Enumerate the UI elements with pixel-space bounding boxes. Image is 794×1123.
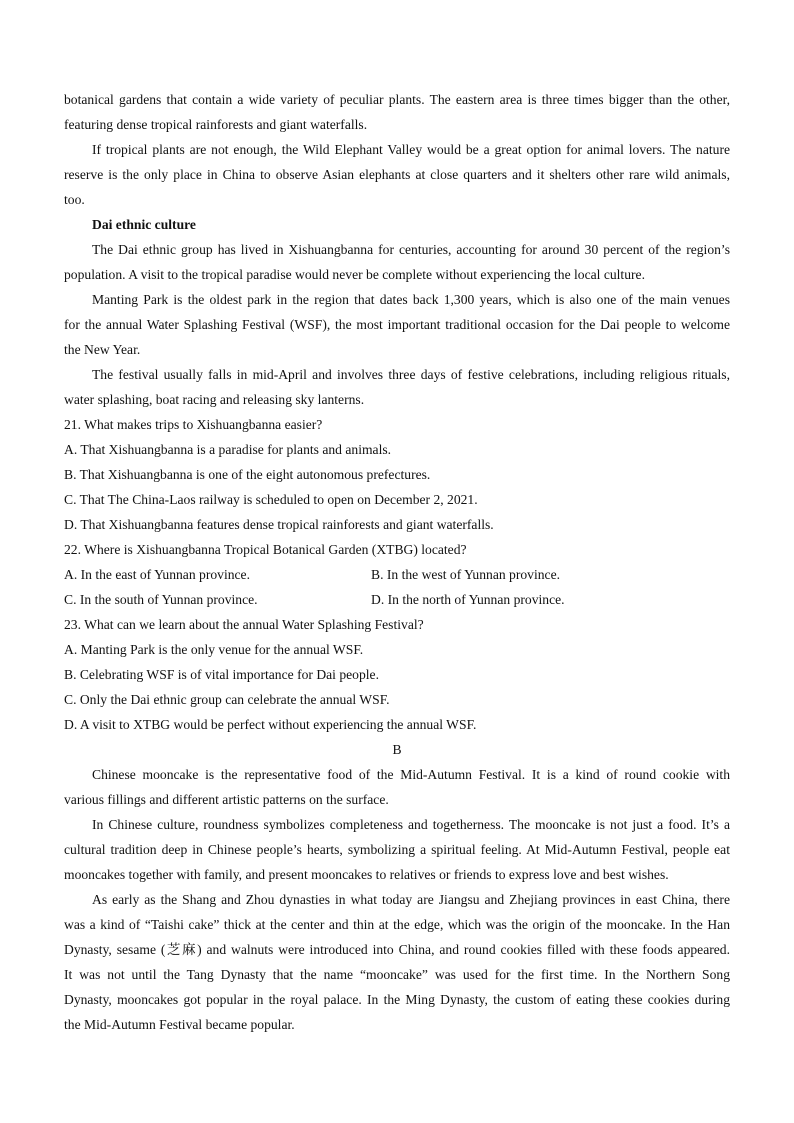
question-22: 22. Where is Xishuangbanna Tropical Botanical Garden (XTBG) located? bbox=[64, 542, 467, 557]
text-line: for the annual Water Splashing Festival (WSF), the most important traditional occasion for the Dai people to welcome bbox=[64, 317, 730, 332]
question-option: A. In the east of Yunnan province. bbox=[64, 567, 250, 582]
text-line: Dynasty, mooncakes got popular in the royal palace. In the Ming Dynasty, the custom of eating these cookies during bbox=[64, 992, 730, 1007]
text-line: reserve is the only place in China to observe Asian elephants at close quarters and it shelters other rare wild animals, bbox=[64, 167, 730, 182]
text-line: too. bbox=[64, 192, 85, 207]
question-option: B. In the west of Yunnan province. bbox=[371, 567, 561, 582]
text-line: was a kind of “Taishi cake” thick at the center and thin at the edge, which was the origin of the mooncake. In the Han bbox=[64, 917, 730, 932]
text-line: various fillings and different artistic patterns on the surface. bbox=[64, 792, 389, 807]
text-line: It was not until the Tang Dynasty that the name “mooncake” was used for the first time. In the Northern Song bbox=[64, 967, 730, 982]
text-line: Chinese mooncake is the representative food of the Mid-Autumn Festival. It is a kind of round cookie with bbox=[92, 767, 730, 782]
question-option: C. In the south of Yunnan province. bbox=[64, 592, 258, 607]
text-line: mooncakes together with family, and present mooncakes to relatives or friends to express love and best wishes. bbox=[64, 867, 669, 882]
passage-label: B bbox=[392, 742, 402, 757]
text-line: population. A visit to the tropical paradise would never be complete without experiencing the local culture. bbox=[64, 267, 645, 282]
option-row bbox=[64, 587, 730, 612]
text-line: featuring dense tropical rainforests and giant waterfalls. bbox=[64, 117, 368, 132]
question-option: A. That Xishuangbanna is a paradise for plants and animals. bbox=[64, 442, 392, 457]
text-line: the Mid-Autumn Festival became popular. bbox=[64, 1017, 295, 1032]
text-line: The Dai ethnic group has lived in Xishuangbanna for centuries, accounting for around 30 percent of the region’s bbox=[92, 242, 730, 257]
document-body bbox=[64, 87, 730, 1037]
option-row bbox=[64, 562, 730, 587]
question-option: D. A visit to XTBG would be perfect without experiencing the annual WSF. bbox=[64, 717, 477, 732]
text-line: the New Year. bbox=[64, 342, 141, 357]
question-23: 23. What can we learn about the annual Water Splashing Festival? bbox=[64, 617, 424, 632]
question-21: 21. What makes trips to Xishuangbanna easier? bbox=[64, 417, 323, 432]
question-option: C. Only the Dai ethnic group can celebrate the annual WSF. bbox=[64, 692, 390, 707]
text-line: If tropical plants are not enough, the Wild Elephant Valley would be a great option for animal lovers. The nature bbox=[92, 142, 730, 157]
text-line: botanical gardens that contain a wide variety of peculiar plants. The eastern area is three times bigger than the other, bbox=[64, 92, 730, 107]
section-heading: Dai ethnic culture bbox=[92, 217, 196, 232]
text-line: water splashing, boat racing and releasing sky lanterns. bbox=[64, 392, 365, 407]
question-option: A. Manting Park is the only venue for the annual WSF. bbox=[64, 642, 364, 657]
text-line: Dynasty, sesame (芝麻) and walnuts were introduced into China, and round cookies filled with these foods appeared. bbox=[64, 942, 730, 957]
question-option: D. That Xishuangbanna features dense tropical rainforests and giant waterfalls. bbox=[64, 517, 494, 532]
question-option: C. That The China-Laos railway is scheduled to open on December 2, 2021. bbox=[64, 492, 478, 507]
text-line: As early as the Shang and Zhou dynasties in what today are Jiangsu and Zhejiang provinces in east China, there bbox=[92, 892, 730, 907]
text-line: Manting Park is the oldest park in the region that dates back 1,300 years, which is also one of the main venues bbox=[92, 292, 730, 307]
text-line: cultural tradition deep in Chinese people’s hearts, symbolizing a spiritual feeling. At Mid-Autumn Festival, people eat bbox=[64, 842, 730, 857]
text-line: In Chinese culture, roundness symbolizes completeness and togetherness. The mooncake is not just a food. It’s a bbox=[92, 817, 730, 832]
question-option: D. In the north of Yunnan province. bbox=[371, 592, 565, 607]
question-option: B. That Xishuangbanna is one of the eight autonomous prefectures. bbox=[64, 467, 431, 482]
question-option: B. Celebrating WSF is of vital importance for Dai people. bbox=[64, 667, 379, 682]
text-line: The festival usually falls in mid-April and involves three days of festive celebrations, including religious rituals, bbox=[92, 367, 730, 382]
